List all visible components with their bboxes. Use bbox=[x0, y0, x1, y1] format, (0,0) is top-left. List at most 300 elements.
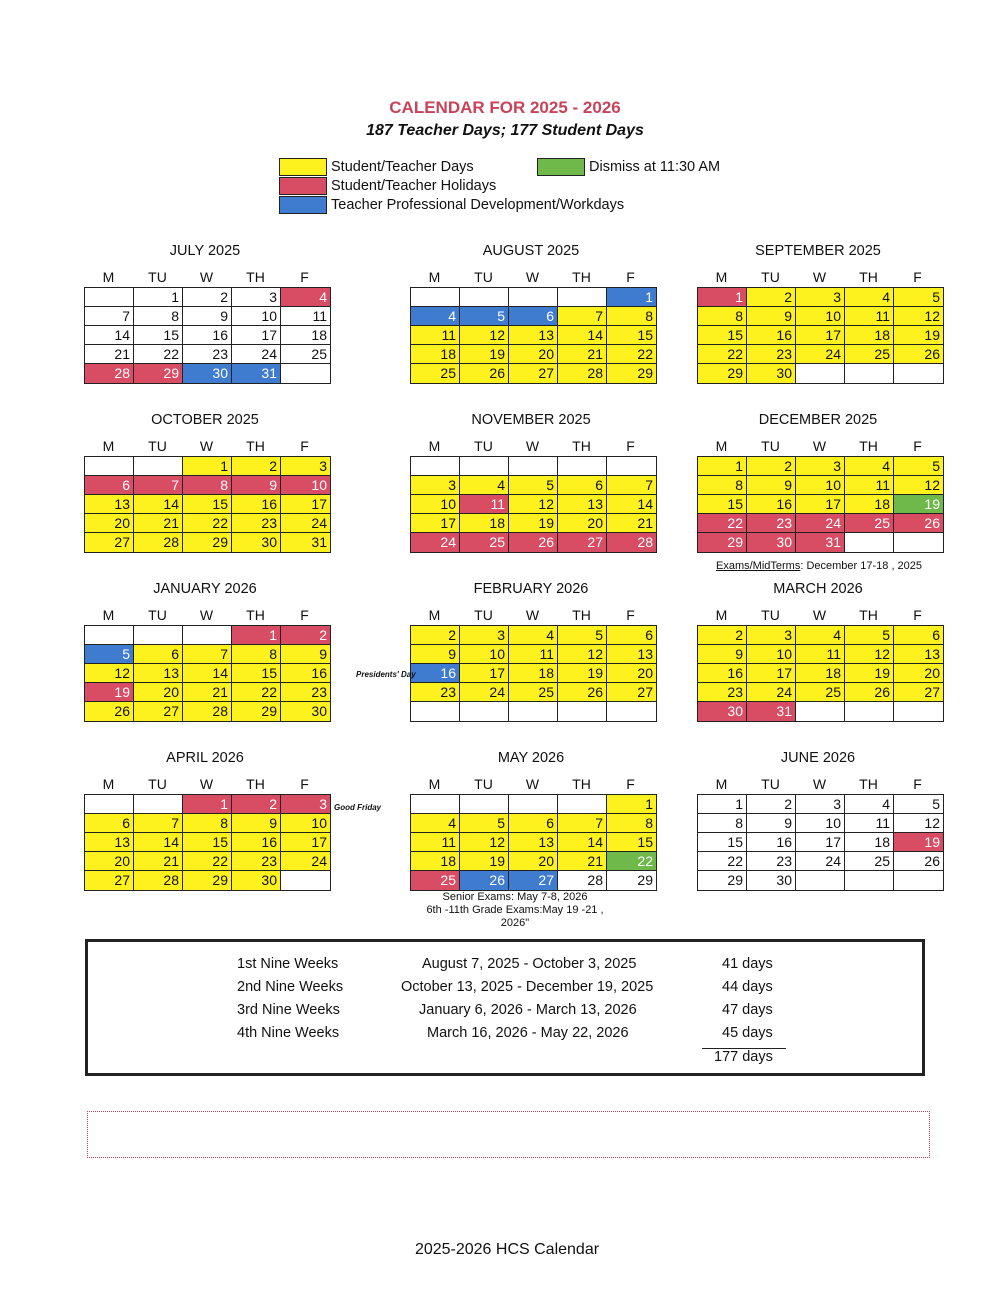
period-days: 44 days bbox=[722, 979, 773, 995]
weekday-label: W bbox=[525, 438, 540, 454]
weekday-label: TU bbox=[148, 607, 167, 623]
day-cell: 16 bbox=[281, 664, 330, 683]
month-grid bbox=[410, 794, 657, 891]
day-cell: 22 bbox=[232, 683, 281, 702]
day-cell: 6 bbox=[509, 814, 558, 833]
day-cell: 3 bbox=[796, 288, 845, 307]
day-cell: 22 bbox=[698, 852, 747, 871]
weekday-label: TH bbox=[859, 438, 878, 454]
month-title: JULY 2025 bbox=[169, 243, 241, 259]
day-cell: 17 bbox=[460, 664, 509, 683]
day-cell: 24 bbox=[232, 345, 281, 364]
month-grid bbox=[410, 625, 657, 722]
day-cell bbox=[558, 288, 607, 307]
day-cell: 17 bbox=[747, 664, 796, 683]
month-grid bbox=[84, 287, 331, 384]
day-cell: 8 bbox=[183, 476, 232, 495]
month-title: FEBRUARY 2026 bbox=[473, 581, 589, 597]
day-cell: 23 bbox=[183, 345, 232, 364]
legend-item-professional-development bbox=[279, 196, 624, 214]
day-cell: 12 bbox=[894, 307, 943, 326]
day-cell: 11 bbox=[845, 307, 894, 326]
day-cell bbox=[509, 795, 558, 814]
day-cell: 18 bbox=[411, 345, 460, 364]
red-swatch bbox=[279, 177, 327, 195]
day-cell bbox=[509, 288, 558, 307]
day-cell: 13 bbox=[558, 495, 607, 514]
day-cell: 26 bbox=[894, 514, 943, 533]
legend-label: Student/Teacher Days bbox=[331, 159, 474, 175]
day-cell: 25 bbox=[845, 852, 894, 871]
day-cell bbox=[134, 457, 183, 476]
day-cell: 1 bbox=[232, 626, 281, 645]
period-label: 3rd Nine Weeks bbox=[237, 1002, 340, 1018]
day-cell: 27 bbox=[134, 702, 183, 721]
day-cell bbox=[845, 702, 894, 721]
weekday-label: TU bbox=[474, 438, 493, 454]
day-cell: 29 bbox=[698, 364, 747, 383]
month-title: APRIL 2026 bbox=[166, 750, 244, 766]
day-cell: 8 bbox=[134, 307, 183, 326]
day-cell: 29 bbox=[698, 533, 747, 552]
day-cell: 3 bbox=[747, 626, 796, 645]
day-cell: 20 bbox=[894, 664, 943, 683]
period-days: 45 days bbox=[722, 1025, 773, 1041]
day-cell: 21 bbox=[85, 345, 134, 364]
day-cell: 10 bbox=[796, 814, 845, 833]
day-cell: 3 bbox=[460, 626, 509, 645]
day-cell bbox=[894, 702, 943, 721]
weekday-header bbox=[84, 776, 330, 794]
day-cell: 8 bbox=[183, 814, 232, 833]
page-subtitle: 187 Teacher Days; 177 Student Days bbox=[366, 122, 644, 139]
day-cell: 26 bbox=[894, 852, 943, 871]
day-cell: 22 bbox=[183, 514, 232, 533]
day-cell: 24 bbox=[411, 533, 460, 552]
day-cell: 4 bbox=[460, 476, 509, 495]
day-cell: 12 bbox=[460, 833, 509, 852]
day-cell bbox=[509, 702, 558, 721]
day-cell: 16 bbox=[411, 664, 460, 683]
day-cell: 2 bbox=[747, 795, 796, 814]
month-title: DECEMBER 2025 bbox=[758, 412, 878, 428]
month-title: NOVEMBER 2025 bbox=[471, 412, 591, 428]
weekday-label: F bbox=[300, 607, 309, 623]
day-cell: 26 bbox=[558, 683, 607, 702]
day-cell: 29 bbox=[183, 533, 232, 552]
month-calendar bbox=[410, 579, 656, 722]
day-cell: 18 bbox=[411, 852, 460, 871]
weekday-label: M bbox=[428, 776, 441, 792]
day-cell: 31 bbox=[232, 364, 281, 383]
day-cell: 8 bbox=[698, 307, 747, 326]
day-cell: 26 bbox=[509, 533, 558, 552]
weekday-label: M bbox=[102, 438, 115, 454]
weekday-label: M bbox=[428, 269, 441, 285]
weekday-header bbox=[84, 438, 330, 456]
day-cell: 13 bbox=[894, 645, 943, 664]
day-cell: 15 bbox=[607, 326, 656, 345]
month-calendar bbox=[84, 410, 330, 553]
day-cell: 2 bbox=[747, 457, 796, 476]
weekday-label: TH bbox=[859, 269, 878, 285]
day-cell bbox=[460, 457, 509, 476]
day-cell: 14 bbox=[558, 833, 607, 852]
weekday-label: TH bbox=[572, 438, 591, 454]
day-cell: 15 bbox=[183, 833, 232, 852]
month-calendar bbox=[697, 748, 943, 891]
day-cell: 7 bbox=[134, 814, 183, 833]
day-cell: 6 bbox=[134, 645, 183, 664]
day-cell: 24 bbox=[281, 852, 330, 871]
day-cell: 12 bbox=[894, 476, 943, 495]
day-cell: 21 bbox=[558, 345, 607, 364]
month-calendar bbox=[410, 410, 656, 553]
day-cell: 17 bbox=[796, 495, 845, 514]
day-cell bbox=[607, 457, 656, 476]
month-grid bbox=[697, 794, 944, 891]
weekday-label: F bbox=[913, 438, 922, 454]
day-cell: 18 bbox=[281, 326, 330, 345]
weekday-label: F bbox=[913, 269, 922, 285]
day-cell bbox=[85, 288, 134, 307]
day-cell: 15 bbox=[698, 495, 747, 514]
day-cell: 22 bbox=[607, 345, 656, 364]
summary-row bbox=[88, 1002, 922, 1024]
day-cell: 17 bbox=[232, 326, 281, 345]
day-cell: 7 bbox=[558, 307, 607, 326]
day-cell bbox=[796, 871, 845, 890]
day-cell: 9 bbox=[281, 645, 330, 664]
day-cell bbox=[460, 288, 509, 307]
day-cell: 18 bbox=[460, 514, 509, 533]
day-cell: 24 bbox=[747, 683, 796, 702]
day-cell: 25 bbox=[411, 364, 460, 383]
weekday-label: TH bbox=[572, 607, 591, 623]
day-cell: 6 bbox=[894, 626, 943, 645]
day-cell: 19 bbox=[558, 664, 607, 683]
day-cell: 12 bbox=[558, 645, 607, 664]
weekday-header bbox=[84, 269, 330, 287]
weekday-label: W bbox=[199, 269, 214, 285]
good-friday-note: Good Friday bbox=[334, 803, 382, 812]
weekday-label: TH bbox=[859, 607, 878, 623]
day-cell: 14 bbox=[183, 664, 232, 683]
day-cell bbox=[845, 871, 894, 890]
day-cell: 8 bbox=[607, 307, 656, 326]
legend-item-holidays bbox=[279, 177, 496, 195]
day-cell: 18 bbox=[845, 326, 894, 345]
day-cell: 27 bbox=[894, 683, 943, 702]
day-cell bbox=[894, 533, 943, 552]
day-cell: 31 bbox=[747, 702, 796, 721]
weekday-label: W bbox=[525, 607, 540, 623]
month-title: SEPTEMBER 2025 bbox=[755, 243, 881, 259]
day-cell: 11 bbox=[509, 645, 558, 664]
weekday-label: W bbox=[812, 269, 827, 285]
legend bbox=[279, 158, 739, 218]
day-cell: 12 bbox=[845, 645, 894, 664]
day-cell: 2 bbox=[281, 626, 330, 645]
day-cell: 14 bbox=[558, 326, 607, 345]
weekday-label: F bbox=[300, 438, 309, 454]
month-grid bbox=[84, 456, 331, 553]
day-cell: 11 bbox=[460, 495, 509, 514]
day-cell: 3 bbox=[281, 795, 330, 814]
month-title: OCTOBER 2025 bbox=[151, 412, 259, 428]
day-cell bbox=[85, 626, 134, 645]
day-cell bbox=[509, 457, 558, 476]
weekday-label: W bbox=[525, 269, 540, 285]
day-cell: 8 bbox=[607, 814, 656, 833]
day-cell bbox=[183, 626, 232, 645]
legend-label: Teacher Professional Development/Workdays bbox=[331, 197, 625, 213]
day-cell: 13 bbox=[134, 664, 183, 683]
weekday-label: M bbox=[102, 607, 115, 623]
day-cell: 5 bbox=[460, 814, 509, 833]
day-cell: 6 bbox=[558, 476, 607, 495]
day-cell: 24 bbox=[796, 345, 845, 364]
day-cell: 17 bbox=[281, 833, 330, 852]
day-cell: 21 bbox=[134, 852, 183, 871]
weekday-label: M bbox=[428, 438, 441, 454]
weekday-label: TU bbox=[474, 269, 493, 285]
day-cell: 22 bbox=[698, 514, 747, 533]
weekday-header bbox=[410, 438, 656, 456]
grade-exams-text: 6th -11th Grade Exams:May 19 -21 , bbox=[426, 904, 604, 916]
day-cell bbox=[134, 626, 183, 645]
day-cell: 25 bbox=[411, 871, 460, 890]
weekday-label: F bbox=[913, 776, 922, 792]
day-cell: 11 bbox=[796, 645, 845, 664]
weekday-header bbox=[410, 269, 656, 287]
period-range: August 7, 2025 - October 3, 2025 bbox=[422, 956, 637, 972]
weekday-label: F bbox=[626, 776, 635, 792]
day-cell: 26 bbox=[85, 702, 134, 721]
presidents-day-note: Presidents' Day bbox=[356, 670, 416, 679]
weekday-label: M bbox=[715, 438, 728, 454]
day-cell: 1 bbox=[134, 288, 183, 307]
weekday-label: M bbox=[715, 269, 728, 285]
day-cell: 9 bbox=[698, 645, 747, 664]
day-cell: 16 bbox=[232, 833, 281, 852]
day-cell: 9 bbox=[747, 476, 796, 495]
weekday-label: W bbox=[199, 607, 214, 623]
day-cell: 9 bbox=[411, 645, 460, 664]
day-cell: 13 bbox=[85, 833, 134, 852]
day-cell: 17 bbox=[411, 514, 460, 533]
day-cell: 31 bbox=[281, 533, 330, 552]
day-cell: 1 bbox=[698, 288, 747, 307]
day-cell: 5 bbox=[845, 626, 894, 645]
weekday-label: TU bbox=[761, 776, 780, 792]
weekday-header bbox=[697, 269, 943, 287]
day-cell: 13 bbox=[509, 833, 558, 852]
day-cell: 20 bbox=[558, 514, 607, 533]
day-cell: 15 bbox=[183, 495, 232, 514]
month-calendar bbox=[410, 748, 656, 891]
day-cell: 7 bbox=[607, 476, 656, 495]
day-cell: 17 bbox=[796, 326, 845, 345]
day-cell: 30 bbox=[747, 871, 796, 890]
senior-exams-text: Senior Exams: May 7-8, 2026 bbox=[442, 891, 588, 903]
weekday-label: F bbox=[300, 776, 309, 792]
day-cell: 23 bbox=[698, 683, 747, 702]
day-cell: 30 bbox=[698, 702, 747, 721]
day-cell: 23 bbox=[232, 514, 281, 533]
day-cell bbox=[894, 871, 943, 890]
day-cell: 16 bbox=[232, 495, 281, 514]
day-cell bbox=[411, 457, 460, 476]
day-cell: 25 bbox=[509, 683, 558, 702]
month-calendar bbox=[697, 410, 943, 553]
day-cell: 5 bbox=[558, 626, 607, 645]
weekday-header bbox=[697, 607, 943, 625]
day-cell: 21 bbox=[134, 514, 183, 533]
weekday-label: TH bbox=[246, 269, 265, 285]
day-cell: 28 bbox=[85, 364, 134, 383]
day-cell: 21 bbox=[558, 852, 607, 871]
legend-item-dismiss-early bbox=[537, 158, 720, 176]
day-cell: 8 bbox=[698, 814, 747, 833]
month-title: AUGUST 2025 bbox=[482, 243, 580, 259]
month-title: JANUARY 2026 bbox=[153, 581, 257, 597]
day-cell: 4 bbox=[845, 457, 894, 476]
day-cell: 2 bbox=[698, 626, 747, 645]
day-cell bbox=[558, 795, 607, 814]
month-calendar bbox=[697, 579, 943, 722]
weekday-label: M bbox=[715, 607, 728, 623]
day-cell bbox=[411, 288, 460, 307]
day-cell: 29 bbox=[134, 364, 183, 383]
day-cell: 27 bbox=[85, 533, 134, 552]
legend-label: Dismiss at 11:30 AM bbox=[589, 159, 721, 175]
day-cell bbox=[894, 364, 943, 383]
weekday-label: W bbox=[199, 438, 214, 454]
nine-weeks-summary bbox=[85, 939, 925, 1076]
month-title: JUNE 2026 bbox=[780, 750, 856, 766]
day-cell bbox=[281, 364, 330, 383]
day-cell: 4 bbox=[281, 288, 330, 307]
day-cell: 5 bbox=[85, 645, 134, 664]
period-label: 2nd Nine Weeks bbox=[237, 979, 344, 995]
month-calendar bbox=[410, 241, 656, 384]
day-cell: 26 bbox=[894, 345, 943, 364]
day-cell: 21 bbox=[607, 514, 656, 533]
day-cell: 10 bbox=[281, 476, 330, 495]
day-cell: 9 bbox=[232, 476, 281, 495]
page-footer: 2025-2026 HCS Calendar bbox=[414, 1241, 600, 1258]
grade-exams-year: 2026" bbox=[500, 917, 530, 929]
day-cell: 19 bbox=[894, 495, 943, 514]
day-cell: 26 bbox=[460, 364, 509, 383]
day-cell bbox=[845, 533, 894, 552]
day-cell: 17 bbox=[796, 833, 845, 852]
day-cell: 11 bbox=[845, 476, 894, 495]
weekday-header bbox=[410, 607, 656, 625]
day-cell: 14 bbox=[134, 495, 183, 514]
day-cell: 29 bbox=[607, 871, 656, 890]
day-cell: 19 bbox=[460, 345, 509, 364]
month-calendar bbox=[84, 579, 330, 722]
day-cell: 9 bbox=[747, 814, 796, 833]
day-cell: 9 bbox=[232, 814, 281, 833]
day-cell: 15 bbox=[698, 326, 747, 345]
weekday-label: W bbox=[812, 438, 827, 454]
day-cell: 8 bbox=[232, 645, 281, 664]
day-cell bbox=[85, 457, 134, 476]
day-cell: 15 bbox=[232, 664, 281, 683]
weekday-label: M bbox=[102, 776, 115, 792]
day-cell: 13 bbox=[509, 326, 558, 345]
day-cell: 10 bbox=[411, 495, 460, 514]
day-cell: 30 bbox=[281, 702, 330, 721]
day-cell: 10 bbox=[460, 645, 509, 664]
day-cell: 5 bbox=[894, 288, 943, 307]
day-cell: 16 bbox=[698, 664, 747, 683]
day-cell bbox=[460, 795, 509, 814]
day-cell: 13 bbox=[607, 645, 656, 664]
day-cell: 5 bbox=[509, 476, 558, 495]
legend-item-student-teacher-days bbox=[279, 158, 474, 176]
day-cell: 1 bbox=[607, 288, 656, 307]
weekday-header bbox=[84, 607, 330, 625]
day-cell: 9 bbox=[747, 307, 796, 326]
day-cell: 4 bbox=[845, 795, 894, 814]
day-cell: 18 bbox=[509, 664, 558, 683]
day-cell: 8 bbox=[698, 476, 747, 495]
month-calendar bbox=[84, 241, 330, 384]
day-cell: 26 bbox=[845, 683, 894, 702]
day-cell: 9 bbox=[183, 307, 232, 326]
day-cell: 10 bbox=[232, 307, 281, 326]
day-cell: 7 bbox=[183, 645, 232, 664]
weekday-label: W bbox=[812, 776, 827, 792]
day-cell bbox=[411, 702, 460, 721]
day-cell: 24 bbox=[460, 683, 509, 702]
day-cell: 27 bbox=[509, 871, 558, 890]
day-cell: 12 bbox=[509, 495, 558, 514]
day-cell: 1 bbox=[183, 457, 232, 476]
day-cell: 24 bbox=[796, 852, 845, 871]
month-title: MAY 2026 bbox=[497, 750, 565, 766]
day-cell: 7 bbox=[85, 307, 134, 326]
weekday-label: TU bbox=[761, 438, 780, 454]
period-range: January 6, 2026 - March 13, 2026 bbox=[419, 1002, 637, 1018]
weekday-label: TU bbox=[474, 607, 493, 623]
day-cell: 2 bbox=[411, 626, 460, 645]
day-cell: 10 bbox=[796, 307, 845, 326]
exams-link[interactable]: Exams/MidTerms bbox=[716, 560, 801, 572]
weekday-label: TU bbox=[761, 269, 780, 285]
day-cell bbox=[411, 795, 460, 814]
month-calendar bbox=[84, 748, 330, 891]
day-cell: 20 bbox=[85, 852, 134, 871]
month-calendar bbox=[697, 241, 943, 384]
day-cell: 3 bbox=[796, 795, 845, 814]
month-title: MARCH 2026 bbox=[773, 581, 863, 597]
weekday-label: TU bbox=[474, 776, 493, 792]
day-cell: 4 bbox=[509, 626, 558, 645]
yellow-swatch bbox=[279, 158, 327, 176]
day-cell: 22 bbox=[607, 852, 656, 871]
day-cell: 29 bbox=[698, 871, 747, 890]
day-cell: 30 bbox=[232, 871, 281, 890]
blue-swatch bbox=[279, 196, 327, 214]
month-grid bbox=[84, 625, 331, 722]
period-label: 1st Nine Weeks bbox=[237, 956, 339, 972]
day-cell: 19 bbox=[845, 664, 894, 683]
